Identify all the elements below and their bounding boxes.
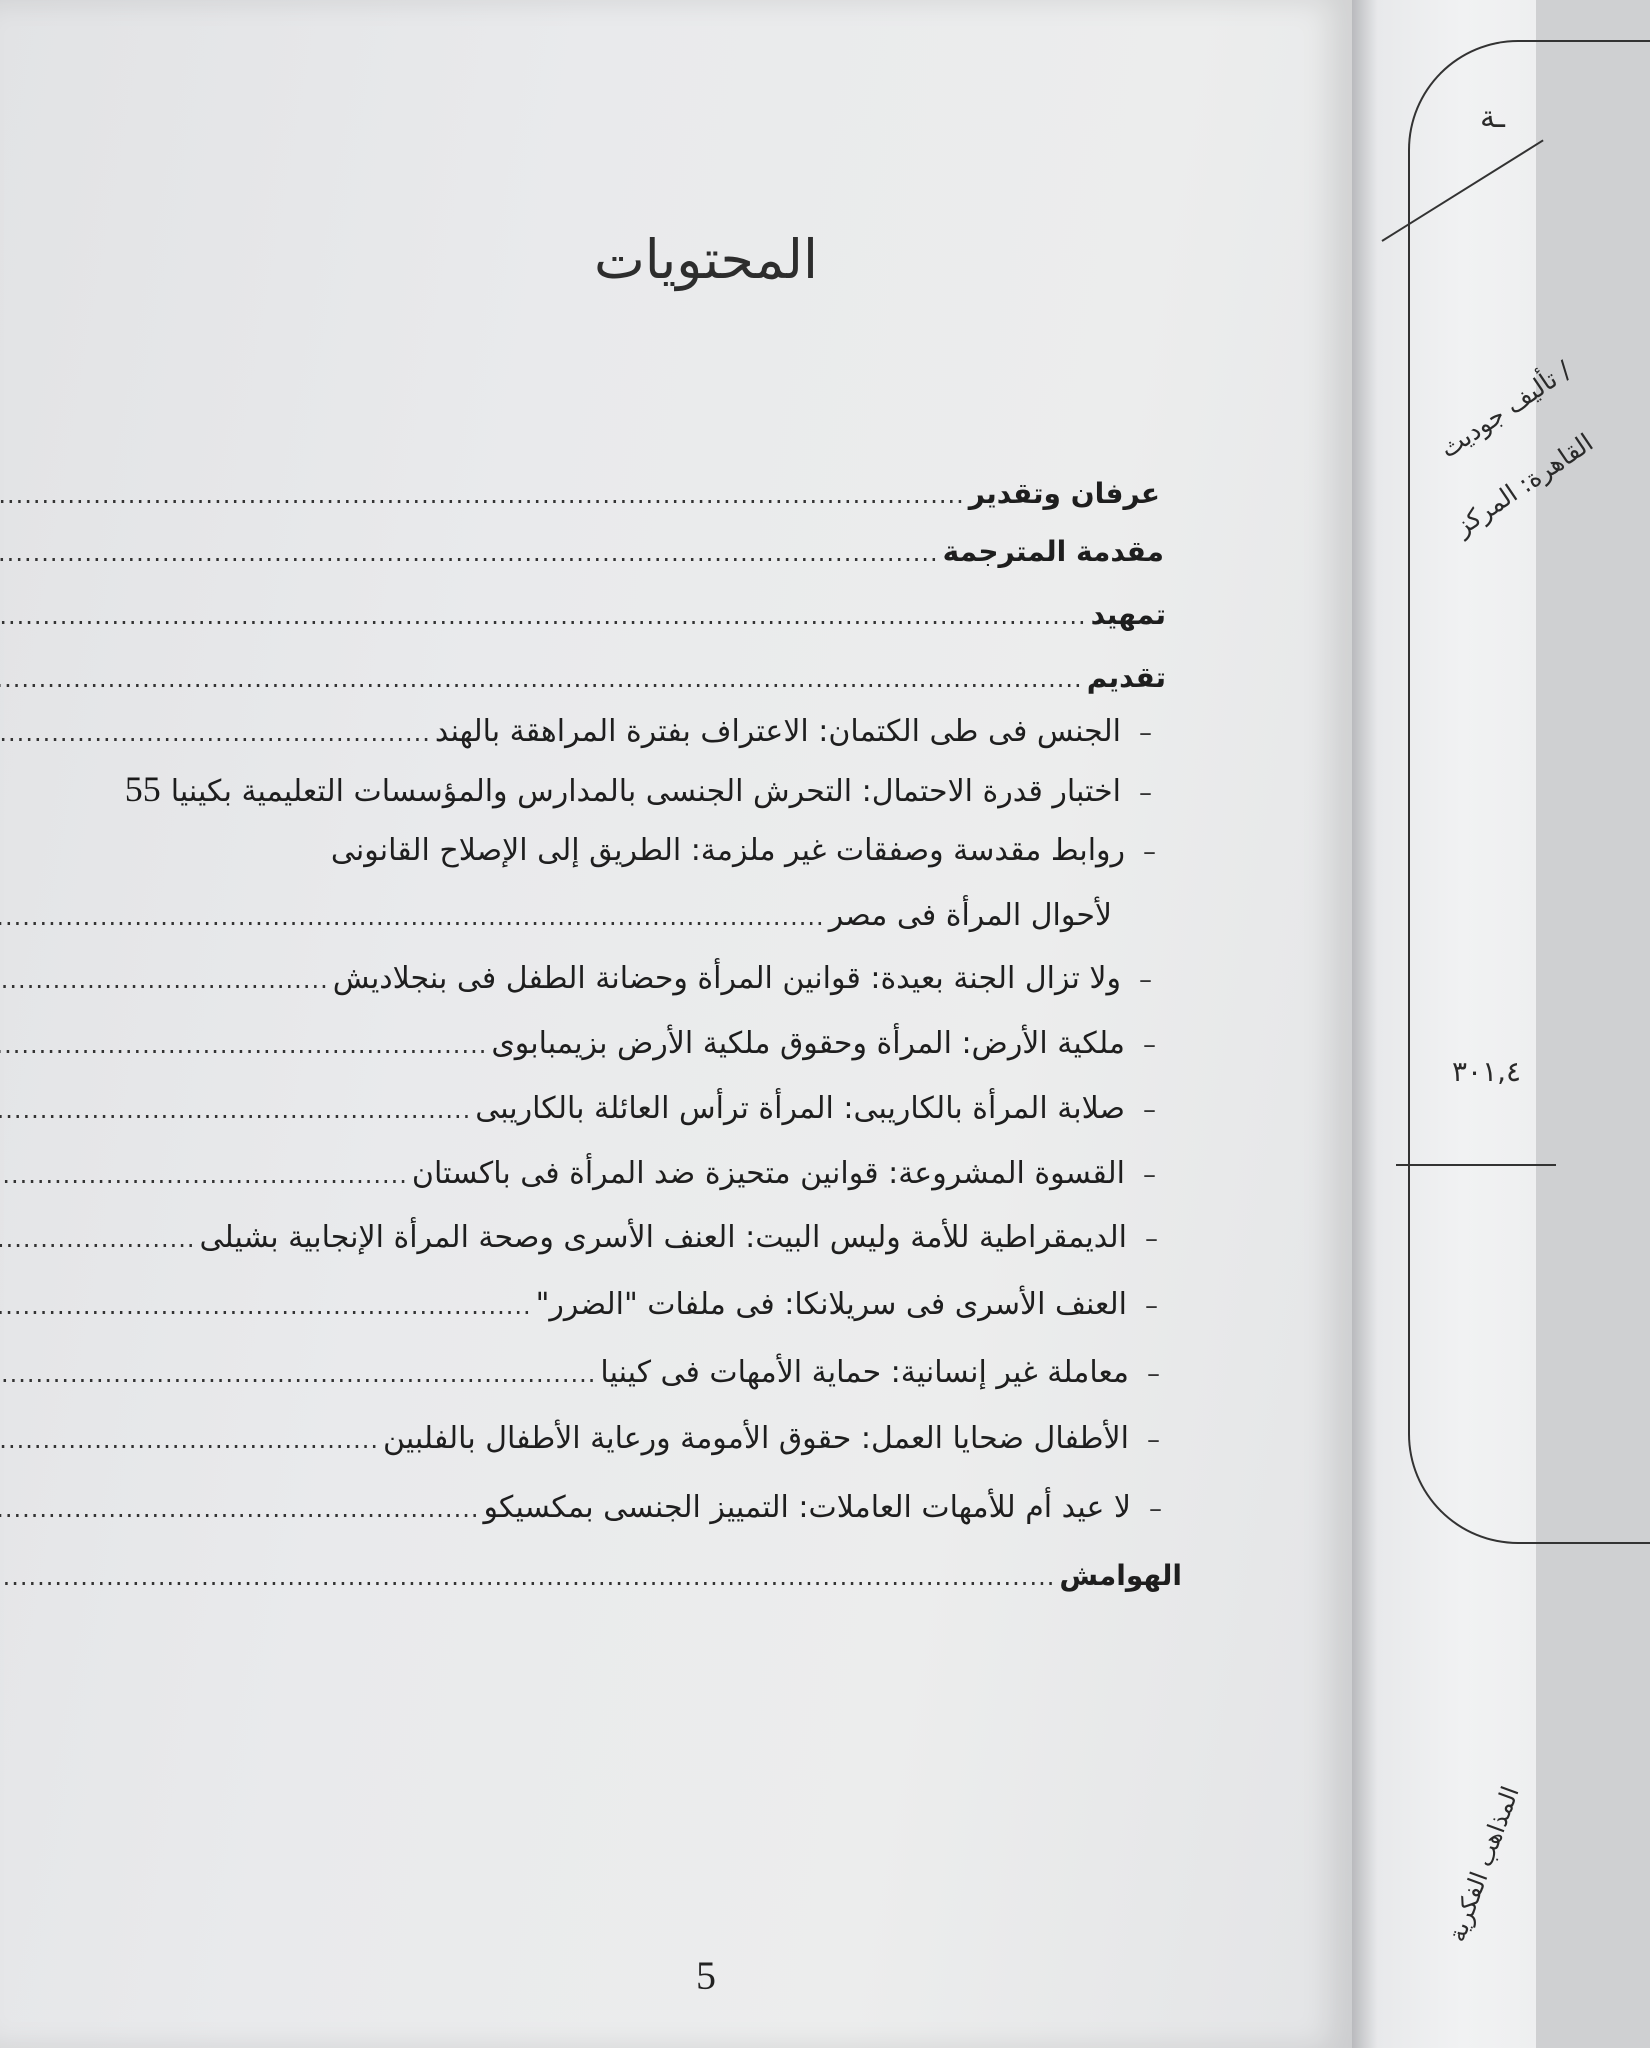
toc-row	[92, 1085, 1156, 1127]
facing-page-classification: ٣٠١,٤	[1452, 1055, 1522, 1088]
toc-dot-leader	[0, 903, 825, 931]
facing-page-line-2: القاهرة: المركز	[1449, 427, 1599, 542]
toc-row	[92, 1214, 1158, 1256]
page-title: المحتويات	[593, 228, 819, 291]
toc-dash: –	[1145, 1291, 1158, 1321]
toc-dot-leader	[0, 966, 329, 994]
toc-row	[206, 833, 1156, 868]
toc-dash: –	[1139, 778, 1152, 808]
toc-dot-leader	[0, 481, 965, 509]
toc-dot-leader	[0, 1495, 479, 1523]
toc-entry-label: لا عيد أم للأمهات العاملات: التمييز الجنسى بمكسيكو	[483, 1490, 1131, 1525]
toc-entry-label: القسوة المشروعة: قوانين متحيزة ضد المرأة فى باكستان	[411, 1156, 1125, 1191]
toc-entry-label: تقديم	[1086, 661, 1166, 694]
toc-dot-leader	[0, 719, 431, 747]
toc-dash: –	[1147, 1359, 1160, 1389]
toc-entry-label: اختبار قدرة الاحتمال: التحرش الجنسى بالمدارس والمؤسسات التعليمية بكينيا	[170, 774, 1121, 809]
page-number: 5	[696, 1953, 716, 1998]
toc-entry-label: صلابة المرأة بالكاريبى: المرأة ترأس العائلة بالكاريبى	[475, 1091, 1125, 1126]
toc-row	[92, 1150, 1156, 1192]
toc-row	[112, 768, 1152, 810]
toc-dot-leader	[0, 1031, 487, 1059]
toc-entry-label: الأطفال ضحايا العمل: حقوق الأمومة ورعاية الأطفال بالفلبين	[382, 1421, 1129, 1456]
toc-row	[80, 1484, 1162, 1526]
toc-row	[92, 1020, 1156, 1062]
toc-dot-leader	[0, 602, 1087, 630]
toc-dot-leader	[0, 1563, 1055, 1591]
toc-dash: –	[1143, 1160, 1156, 1190]
toc-dash: –	[1145, 1224, 1158, 1254]
toc-dash: –	[1149, 1494, 1162, 1524]
toc-dot-leader	[0, 539, 939, 567]
facing-page-line-1: / تأليف جوديث	[1434, 355, 1577, 464]
toc-entry-label: معاملة غير إنسانية: حماية الأمهات فى كينيا	[600, 1355, 1129, 1390]
toc-entry-label: روابط مقدسة وصفقات غير ملزمة: الطريق إلى الإصلاح القانونى	[330, 833, 1125, 868]
toc-row	[114, 591, 1166, 633]
toc-dot-leader	[0, 1096, 471, 1124]
toc-entry-label: ملكية الأرض: المرأة وحقوق ملكية الأرض بزيمبابوى	[491, 1026, 1125, 1061]
toc-row	[114, 654, 1166, 696]
toc-dot-leader	[0, 665, 1083, 693]
toc-entry-label: الجنس فى طى الكتمان: الاعتراف بفترة المراهقة بالهند	[434, 714, 1121, 749]
toc-entry-label: الديمقراطية للأمة وليس البيت: العنف الأسرى وصحة المرأة الإنجابية بشيلى	[199, 1220, 1127, 1255]
toc-entry-label: مقدمة المترجمة	[942, 535, 1164, 568]
toc-dash: –	[1143, 837, 1156, 867]
toc-entry-label: عرفان وتقدير	[968, 477, 1160, 510]
facing-page-bottom-fragment: المذاهب الفكرية	[1442, 1782, 1525, 1946]
toc-entry-label: ولا تزال الجنة بعيدة: قوانين المرأة وحضانة الطفل فى بنجلاديش	[332, 961, 1121, 996]
toc-dash: –	[1139, 718, 1152, 748]
toc-dash: –	[1147, 1425, 1160, 1455]
toc-dot-leader	[0, 1292, 532, 1320]
toc-dash: –	[1143, 1030, 1156, 1060]
toc-row	[118, 470, 1160, 512]
toc-dash: –	[1143, 1095, 1156, 1125]
toc-row	[92, 955, 1152, 997]
facing-page-rule	[1396, 1164, 1556, 1166]
toc-dash: –	[1139, 965, 1152, 995]
toc-row	[114, 708, 1152, 750]
toc-entry-label: لأحوال المرأة فى مصر	[828, 898, 1112, 933]
toc-page-number: 55	[124, 769, 161, 809]
facing-page-top-fragment: ـة	[1480, 100, 1505, 135]
toc-entry-label: تمهيد	[1090, 598, 1166, 631]
toc-entry-label: العنف الأسرى فى سريلانكا: فى ملفات "الضرر"	[535, 1287, 1127, 1322]
toc-row	[116, 528, 1164, 570]
toc-dot-leader	[0, 1360, 596, 1388]
toc-dot-leader	[0, 1426, 379, 1454]
facing-page	[1352, 0, 1599, 2048]
toc-row	[80, 1415, 1160, 1457]
toc-entry-label: الهوامش	[1059, 1559, 1182, 1592]
toc-row	[86, 1349, 1160, 1391]
toc-row	[74, 1552, 1182, 1594]
toc-row	[86, 1281, 1158, 1323]
toc-row	[114, 892, 1112, 934]
facing-page-frame	[1408, 40, 1650, 1544]
toc-dot-leader	[0, 1161, 408, 1189]
toc-dot-leader	[0, 1225, 196, 1253]
